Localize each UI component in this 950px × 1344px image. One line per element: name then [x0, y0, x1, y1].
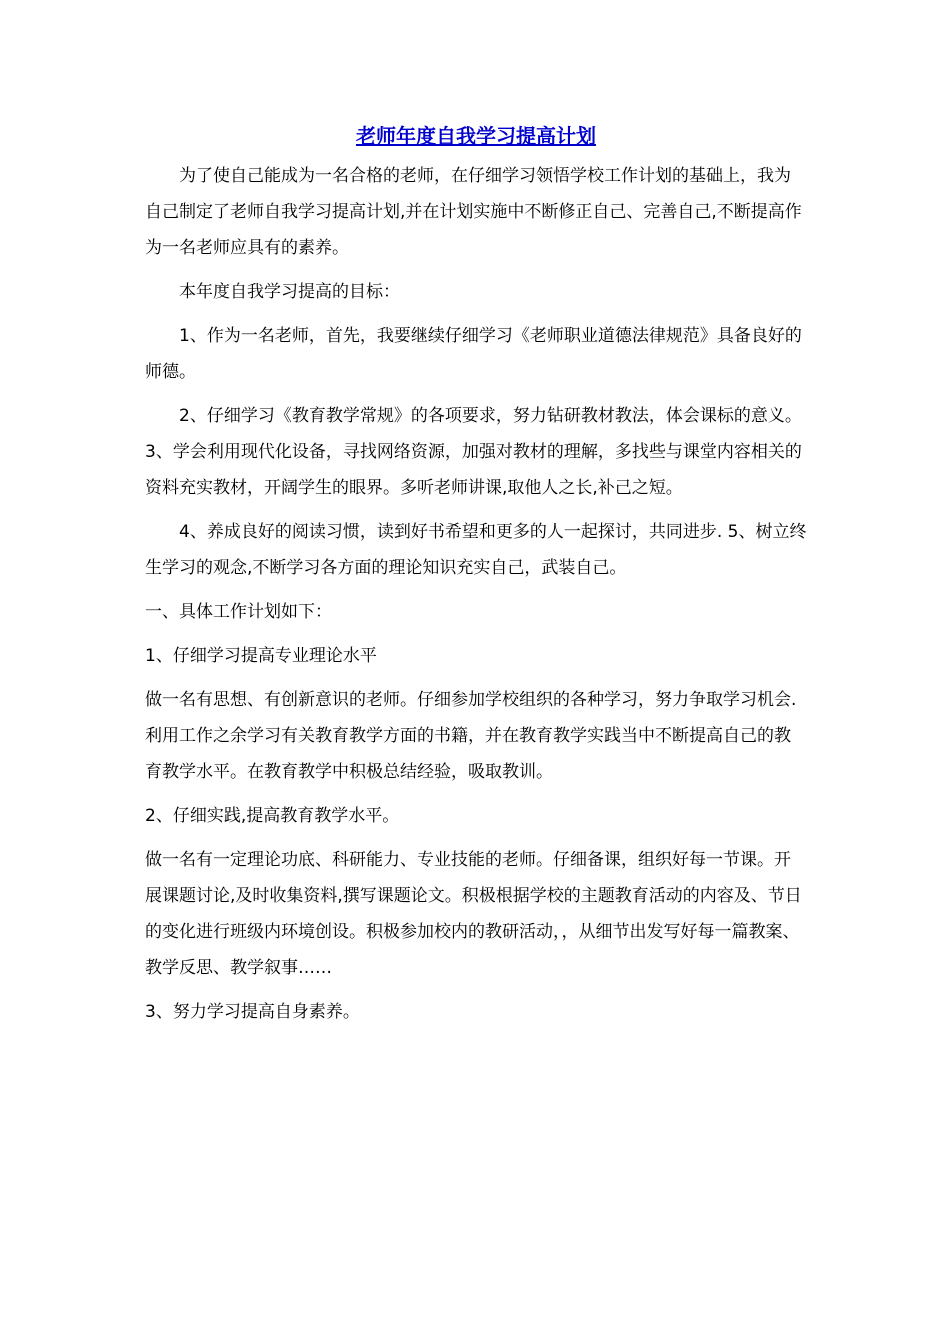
goals-heading: 本年度自我学习提高的目标：	[179, 282, 400, 302]
goal-paragraph-4-5: 4、养成良好的阅读习惯，读到好书希望和更多的人一起探讨，共同进步. 5、树立终生学习的观念,不断学习各方面的理论知识充实自己，武装自己。	[145, 522, 807, 578]
plan-item-1-body: 做一名有思想、有创新意识的老师。仔细参加学校组织的各种学习，努力争取学习机会.利用工作之余学习有关教育教学方面的书籍，并在教育教学实践当中不断提高自己的教育教学水平。在教育教学中积极总结经验，吸取教训。	[145, 690, 797, 782]
intro-paragraph: 为了使自己能成为一名合格的老师，在仔细学习领悟学校工作计划的基础上，我为自己制定了老师自我学习提高计划,并在计划实施中不断修正自己、完善自己,不断提高作为一名老师应具有的素养。	[145, 166, 802, 258]
plan-item-3-heading: 3、努力学习提高自身素养。	[145, 1002, 360, 1022]
goal-paragraph-2-3: 2、仔细学习《教育教学常规》的各项要求，努力钻研教材教法，体会课标的意义。 3、学会利用现代化设备，寻找网络资源，加强对教材的理解，多找些与课堂内容相关的资料充实教材，开阔学生的眼界。多听老师讲课,取他人之长,补己之短。	[145, 406, 802, 498]
plan-item-2-heading: 2、仔细实践,提高教育教学水平。	[145, 806, 400, 826]
goal-paragraph-1: 1、作为一名老师，首先，我要继续仔细学习《老师职业道德法律规范》具备良好的师德。	[145, 326, 802, 382]
document-title: 老师年度自我学习提高计划	[356, 124, 596, 148]
plan-item-1-heading: 1、仔细学习提高专业理论水平	[145, 646, 377, 666]
plan-item-2-body: 做一名有一定理论功底、科研能力、专业技能的老师。仔细备课，组织好每一节课。开展课题讨论,及时收集资料,撰写课题论文。积极根据学校的主题教育活动的内容及、节日的变化进行班级内环境创设。积极参加校内的教研活动，，从细节出发写好每一篇教案、教学反思、教学叙事……	[145, 850, 802, 978]
plan-heading: 一、具体工作计划如下：	[145, 602, 332, 622]
document-page	[145, 118, 807, 1038]
